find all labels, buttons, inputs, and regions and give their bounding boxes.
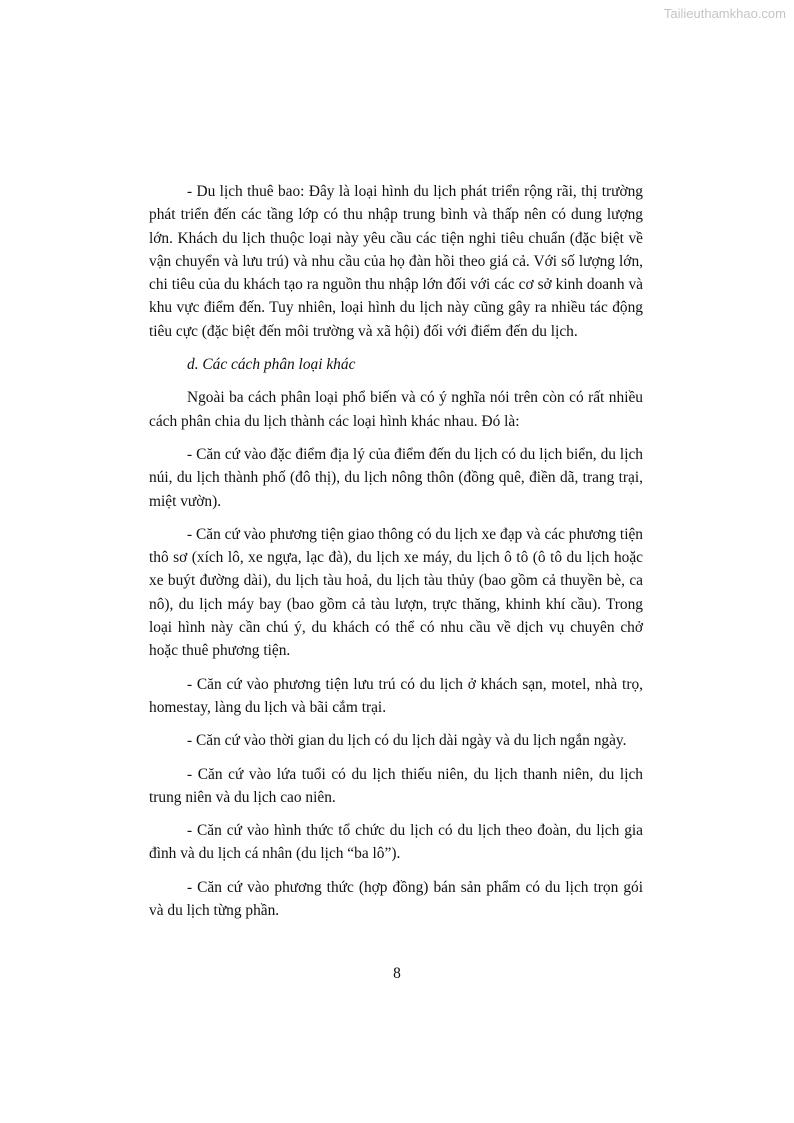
paragraph-accommodation: - Căn cứ vào phương tiện lưu trú có du lịch ở khách sạn, motel, nhà trọ, homestay, làng du lịch và bãi cắm trại. <box>149 675 643 716</box>
page-body <box>149 180 643 932</box>
section-heading: d. Các cách phân loại khác <box>187 356 356 374</box>
paragraph-age: - Căn cứ vào lứa tuổi có du lịch thiếu niên, du lịch thanh niên, du lịch trung niên và du lịch cao niên. <box>149 765 643 806</box>
paragraph-duration: - Căn cứ vào thời gian du lịch có du lịch dài ngày và du lịch ngắn ngày. <box>187 732 627 750</box>
paragraph-organization: - Căn cứ vào hình thức tổ chức du lịch có du lịch theo đoàn, du lịch gia đình và du lịch cá nhân (du lịch “ba lô”). <box>149 822 643 863</box>
watermark-text: Tailieuthamkhao.com <box>663 6 786 21</box>
paragraph-transport: - Căn cứ vào phương tiện giao thông có du lịch xe đạp và các phương tiện thô sơ (xích lô, xe ngựa, lạc đà), du lịch xe máy, du lịch ô tô (ô tô du lịch hoặc xe buýt đường dài), du lịch tàu hoả, du lịch tàu thủy (bao gồm cả thuyền bè, ca nô), du lịch máy bay (bao gồm cả tàu lượn, trực thăng, khinh khí cầu). Trong loại hình này cần chú ý, du khách có thể có nhu cầu về dịch vụ chuyên chở hoặc thuê phương tiện. <box>149 525 643 660</box>
page-number: 8 <box>393 965 401 982</box>
paragraph-intro: Ngoài ba cách phân loại phổ biến và có ý nghĩa nói trên còn có rất nhiều cách phân chia du lịch thành các loại hình khác nhau. Đó là: <box>149 389 643 430</box>
paragraph-geography: - Căn cứ vào đặc điểm địa lý của điểm đến du lịch có du lịch biển, du lịch núi, du lịch thành phố (đô thị), du lịch nông thôn (đồng quê, điền dã, trang trại, miệt vườn). <box>149 445 643 510</box>
paragraph-subscription-tourism: - Du lịch thuê bao: Đây là loại hình du lịch phát triển rộng rãi, thị trường phát triển đến các tầng lớp có thu nhập trung bình và thấp nên có dung lượng lớn. Khách du lịch thuộc loại này yêu cầu các tiện nghi tiêu chuẩn (đặc biệt về vận chuyển và lưu trú) và nhu cầu của họ đàn hồi theo giá cả. Với số lượng lớn, chi tiêu của du khách tạo ra nguồn thu nhập lớn đối với các cơ sở kinh doanh và khu vực điểm đến. Tuy nhiên, loại hình du lịch này cũng gây ra nhiều tác động tiêu cực (đặc biệt đến môi trường và xã hội) đối với điểm đến du lịch. <box>149 183 643 340</box>
paragraph-sales-method: - Căn cứ vào phương thức (hợp đồng) bán sản phẩm có du lịch trọn gói và du lịch từng phần. <box>149 878 643 920</box>
